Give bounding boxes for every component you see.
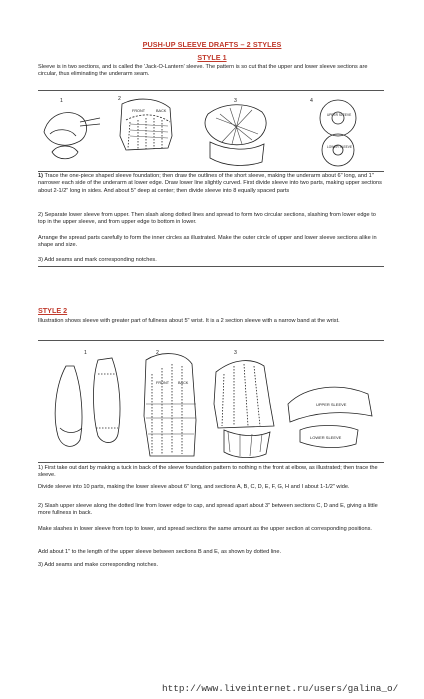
s1-fig-label-lower-sleeve: LOWER SLEEVE [327,145,352,149]
s2-fig-label-lower-sleeve: LOWER SLEEVE [310,435,342,440]
s2-fig-label-3: 3 [234,350,237,356]
figure2-bottom-rule [38,462,384,463]
style2-intro: Illustration shows sleeve with greater part of fullness about 5" wrist. It is a 2 section sleeve with a narrow band at the wrist. [38,318,340,324]
s1-fig-label-1: 1 [60,98,63,104]
style1-step1-number: 1) [38,173,43,179]
s1-fig-label-upper-sleeve: UPPER SLEEVE [327,113,352,117]
style1-step2: 2) Separate lower sleeve from upper. Then slash along dotted lines and spread to form two circular sections, slashing from lower edge to top in the upper sleeve, and from upper edge to bottom in lower. [38,212,376,226]
style1-figure [38,92,384,170]
s1-fig-label-back: BACK [156,109,167,113]
s1-fig-label-3: 3 [234,98,237,104]
document-title: PUSH-UP SLEEVE DRAFTS – 2 STYLES [142,40,282,49]
section1-end-rule [38,266,384,267]
style2-step1: 1) First take out dart by making a tuck in back of the sleeve foundation pattern to nothing n the front at elbow, as illustrated; then trace the sleeve. [38,465,378,479]
style1-heading: STYLE 1 [197,53,227,62]
style1-intro: Sleeve is in two sections, and is called the 'Jack-O-Lantern' sleeve. The pattern is so cut that the upper and lower sleeve sections are circular, thus eliminating the underarm seam. [38,64,368,78]
s1-fig-label-front: FRONT [132,109,146,113]
style1-step2b: Arrange the spread parts carefully to form the inner circles as illustrated. Make the outer circle of upper and lower sleeve sections alike in shape and size. [38,235,377,249]
style2-step3: 3) Add seams and make corresponding notches. [38,562,159,568]
footer-url: http://www.liveinternet.ru/users/galina_o/ [162,683,399,694]
style2-figure [38,344,384,462]
figure1-top-rule [38,90,384,91]
style2-step2: 2) Slash upper sleeve along the dotted line from lower edge to cap, and spread apart about 3" between sections C, D and E, giving a little more fullness in back. [38,503,378,517]
style2-step2b: Make slashes in lower sleeve from top to lower, and spread sections the same amount as the upper section at corresponding positions. [38,526,372,532]
s2-fig-label-upper-sleeve: UPPER SLEEVE [316,402,347,407]
s1-fig-label-2: 2 [118,96,121,102]
style1-step1 [38,173,384,195]
style2-step2c: Add about 1" to the length of the upper sleeve between sections B and E, as shown by dotted line. [38,549,281,555]
s2-fig-label-back: BACK [178,381,189,385]
style2-heading: STYLE 2 [38,306,68,315]
s1-fig-label-4: 4 [310,98,313,104]
s2-fig-label-2: 2 [156,350,159,356]
figure2-top-rule [38,340,384,341]
s2-fig-label-1: 1 [84,350,87,356]
s2-fig-label-front: FRONT [156,381,170,385]
style2-step1b: Divide sleeve into 10 parts, making the lower sleeve about 6" long, and sections A, B, C, D, E, F, G, H and I about 1-1/2" wide. [38,484,350,490]
figure1-bottom-rule [38,171,384,172]
style1-step1-text: Trace the one-piece shaped sleeve foundation; then draw the outlines of the short sleeve, making the underarm about 6" long, and 1" narrower each side of the underarm at lower edge. Draw lower line slightly curved. First divide sleeve into two parts, making upper sections about 2-1/2" long in sides. And about 5" deep at center; then divide sleeve into 8 equally spaced parts [38,173,382,194]
style1-step3: 3) Add seams and mark corresponding notches. [38,257,157,263]
